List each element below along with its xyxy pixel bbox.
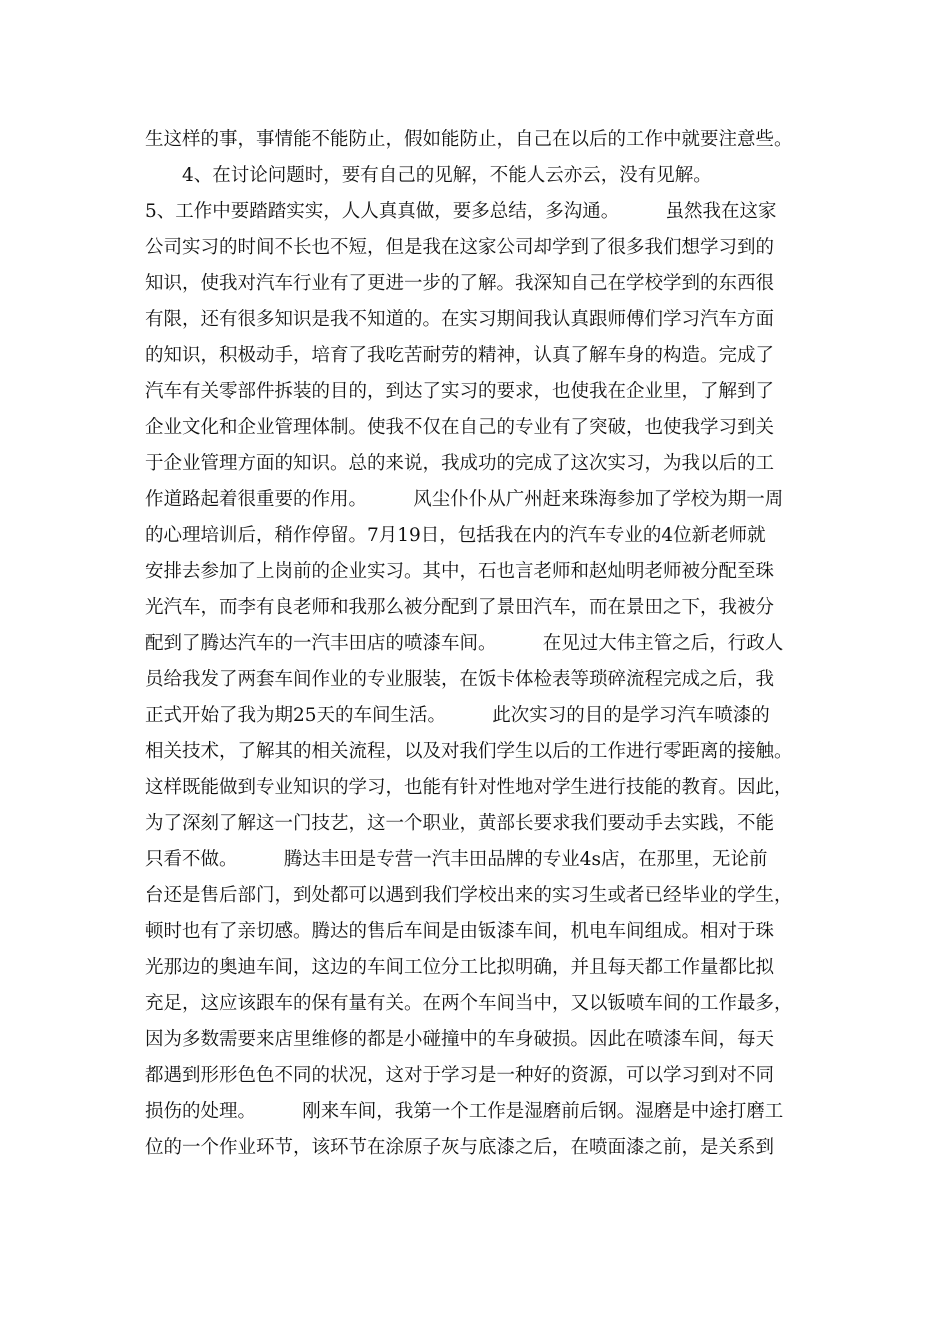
text-line: 正式开始了我为期25天的车间生活。 此次实习的目的是学习汽车喷漆的 bbox=[145, 705, 770, 726]
text-line: 企业文化和企业管理体制。使我不仅在自己的专业有了突破，也使我学习到关 bbox=[145, 417, 775, 438]
text-line: 作道路起着很重要的作用。 风尘仆仆从广州赶来珠海参加了学校为期一周 bbox=[145, 489, 784, 510]
text-line: 都遇到形形色色不同的状况，这对于学习是一种好的资源，可以学习到对不同 bbox=[145, 1065, 775, 1086]
text-line: 的知识，积极动手，培育了我吃苦耐劳的精神，认真了解车身的构造。完成了 bbox=[145, 345, 775, 366]
text-line: 充足，这应该跟车的保有量有关。在两个车间当中，又以钣喷车间的工作最多， bbox=[145, 993, 793, 1014]
text-line: 因为多数需要来店里维修的都是小碰撞中的车身破损。因此在喷漆车间，每天 bbox=[145, 1029, 775, 1050]
text-line: 位的一个作业环节，该环节在涂原子灰与底漆之后，在喷面漆之前，是关系到 bbox=[145, 1137, 775, 1158]
text-line: 的心理培训后，稍作停留。7月19日，包括我在内的汽车专业的4位新老师就 bbox=[145, 525, 766, 546]
text-line: 相关技术，了解其的相关流程，以及对我们学生以后的工作进行零距离的接触。 bbox=[145, 741, 793, 762]
text-line: 知识，使我对汽车行业有了更进一步的了解。我深知自己在学校学到的东西很 bbox=[145, 273, 775, 294]
text-line: 安排去参加了上岗前的企业实习。其中，石也言老师和赵灿明老师被分配至珠 bbox=[145, 561, 775, 582]
text-line: 这样既能做到专业知识的学习，也能有针对性地对学生进行技能的教育。因此， bbox=[145, 777, 793, 798]
text-line: 配到了腾达汽车的一汽丰田店的喷漆车间。 在见过大伟主管之后，行政人 bbox=[145, 633, 784, 654]
text-line: 于企业管理方面的知识。总的来说，我成功的完成了这次实习，为我以后的工 bbox=[145, 453, 775, 474]
text-line: 4、在讨论问题时，要有自己的见解，不能人云亦云，没有见解。 bbox=[145, 165, 712, 186]
text-line: 为了深刻了解这一门技艺，这一个职业，黄部长要求我们要动手去实践，不能 bbox=[145, 813, 775, 834]
text-line: 5、工作中要踏踏实实，人人真真做，要多总结，多沟通。 虽然我在这家 bbox=[145, 201, 777, 222]
text-line: 汽车有关零部件拆装的目的，到达了实习的要求，也使我在企业里，了解到了 bbox=[145, 381, 775, 402]
text-line: 台还是售后部门，到处都可以遇到我们学校出来的实习生或者已经毕业的学生， bbox=[145, 885, 793, 906]
text-line: 员给我发了两套车间作业的专业服装，在饭卡体检表等琐碎流程完成之后，我 bbox=[145, 669, 775, 690]
text-line: 公司实习的时间不长也不短，但是我在这家公司却学到了很多我们想学习到的 bbox=[145, 237, 775, 258]
text-line: 生这样的事，事情能不能防止，假如能防止，自己在以后的工作中就要注意些。 bbox=[145, 129, 793, 150]
text-line: 光汽车，而李有良老师和我那么被分配到了景田汽车，而在景田之下，我被分 bbox=[145, 597, 775, 618]
text-line: 有限，还有很多知识是我不知道的。在实习期间我认真跟师傅们学习汽车方面 bbox=[145, 309, 775, 330]
text-line: 顿时也有了亲切感。腾达的售后车间是由钣漆车间，机电车间组成。相对于珠 bbox=[145, 921, 775, 942]
text-line: 光那边的奥迪车间，这边的车间工位分工比拟明确，并且每天都工作量都比拟 bbox=[145, 957, 775, 978]
text-line: 损伤的处理。 刚来车间，我第一个工作是湿磨前后钢。湿磨是中途打磨工 bbox=[145, 1101, 784, 1122]
text-line: 只看不做。 腾达丰田是专营一汽丰田品牌的专业4s店，在那里，无论前 bbox=[145, 849, 768, 870]
